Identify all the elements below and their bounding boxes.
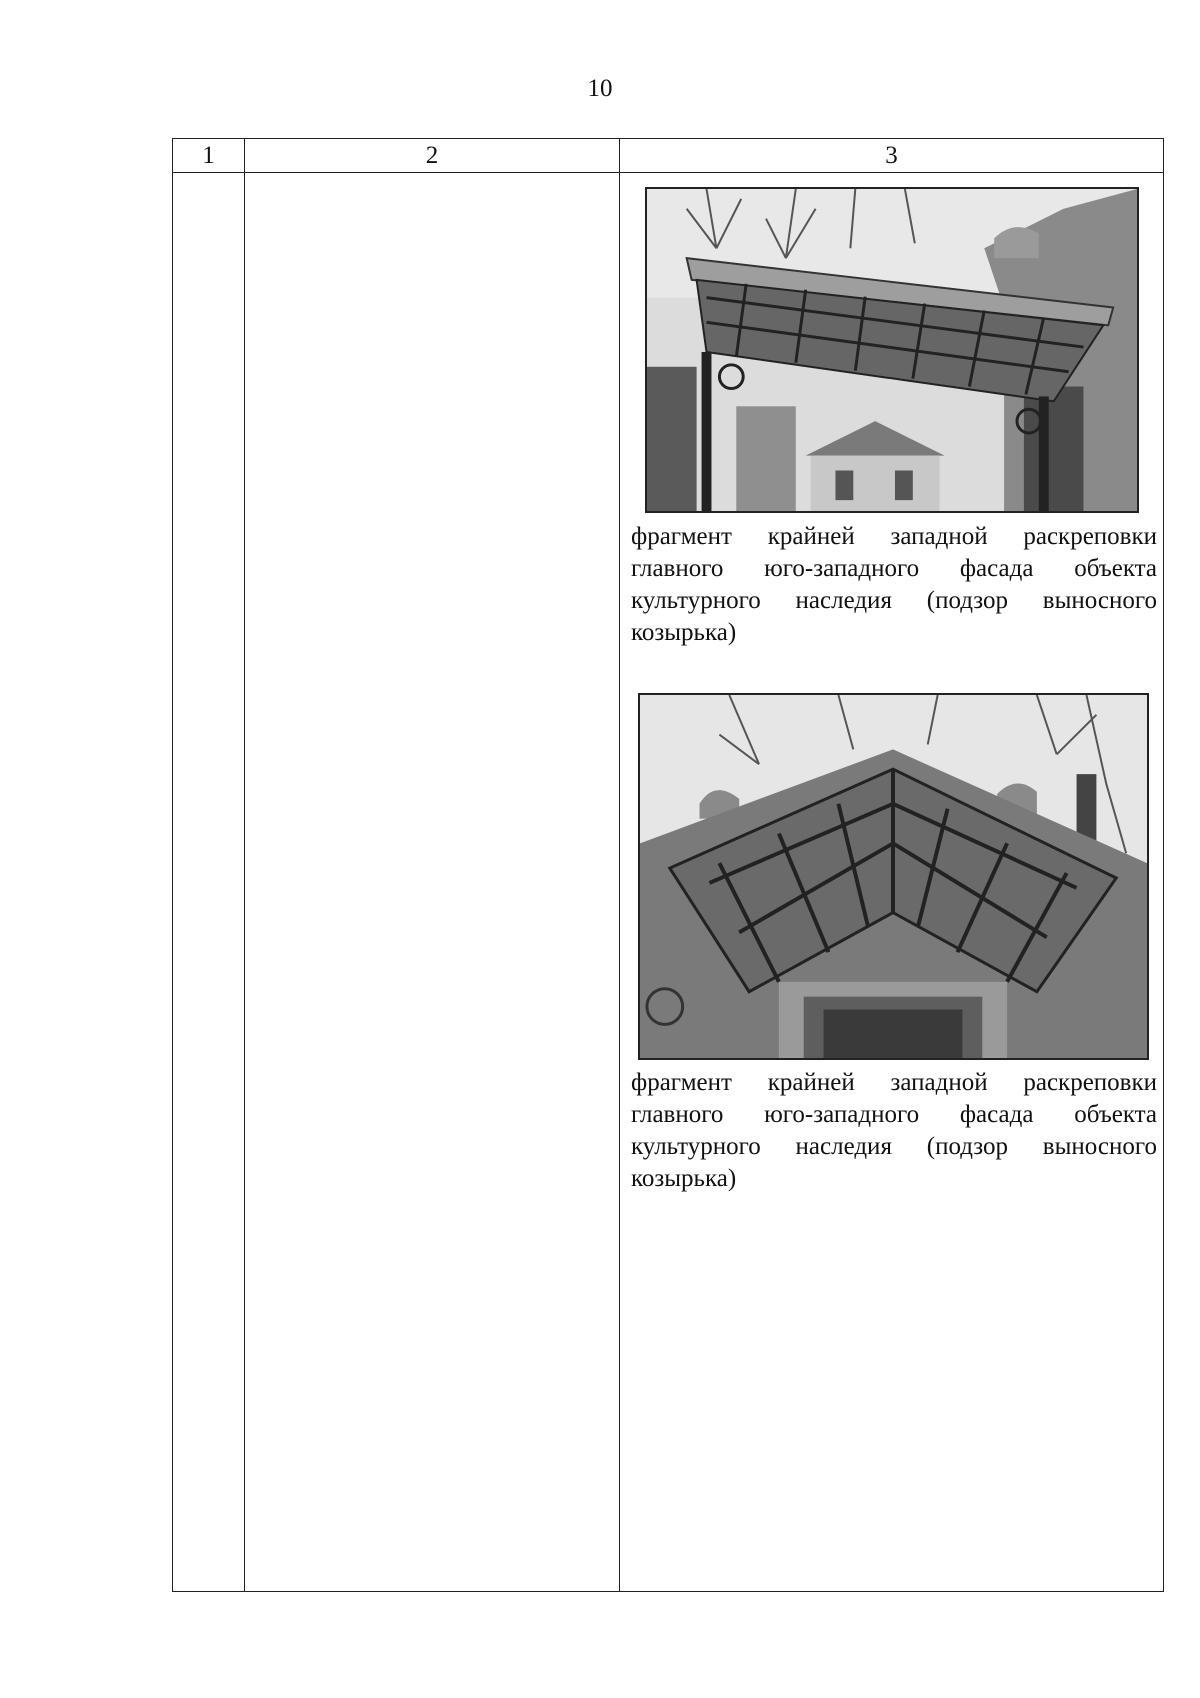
header-row-divider [173,172,1163,173]
canopy-underside-view-photo [638,693,1149,1060]
column-header-1: 1 [202,142,215,169]
column-divider-2 [619,139,620,1591]
photo-1-caption: фрагмент крайней западной раскреповки главного юго-западного фасада объекта культурного наследия (подзор выносного козырька) [631,523,1157,646]
column-header-2: 2 [425,142,439,169]
photo-2-caption: фрагмент крайней западной раскреповки главного юго-западного фасада объекта культурного наследия (подзор выносного козырька) [631,1069,1157,1192]
document-table [172,138,1164,1592]
column-header-3: 3 [885,142,898,169]
column-divider-1 [244,139,245,1591]
canopy-side-view-photo [645,187,1139,513]
page-number: 10 [587,75,613,102]
